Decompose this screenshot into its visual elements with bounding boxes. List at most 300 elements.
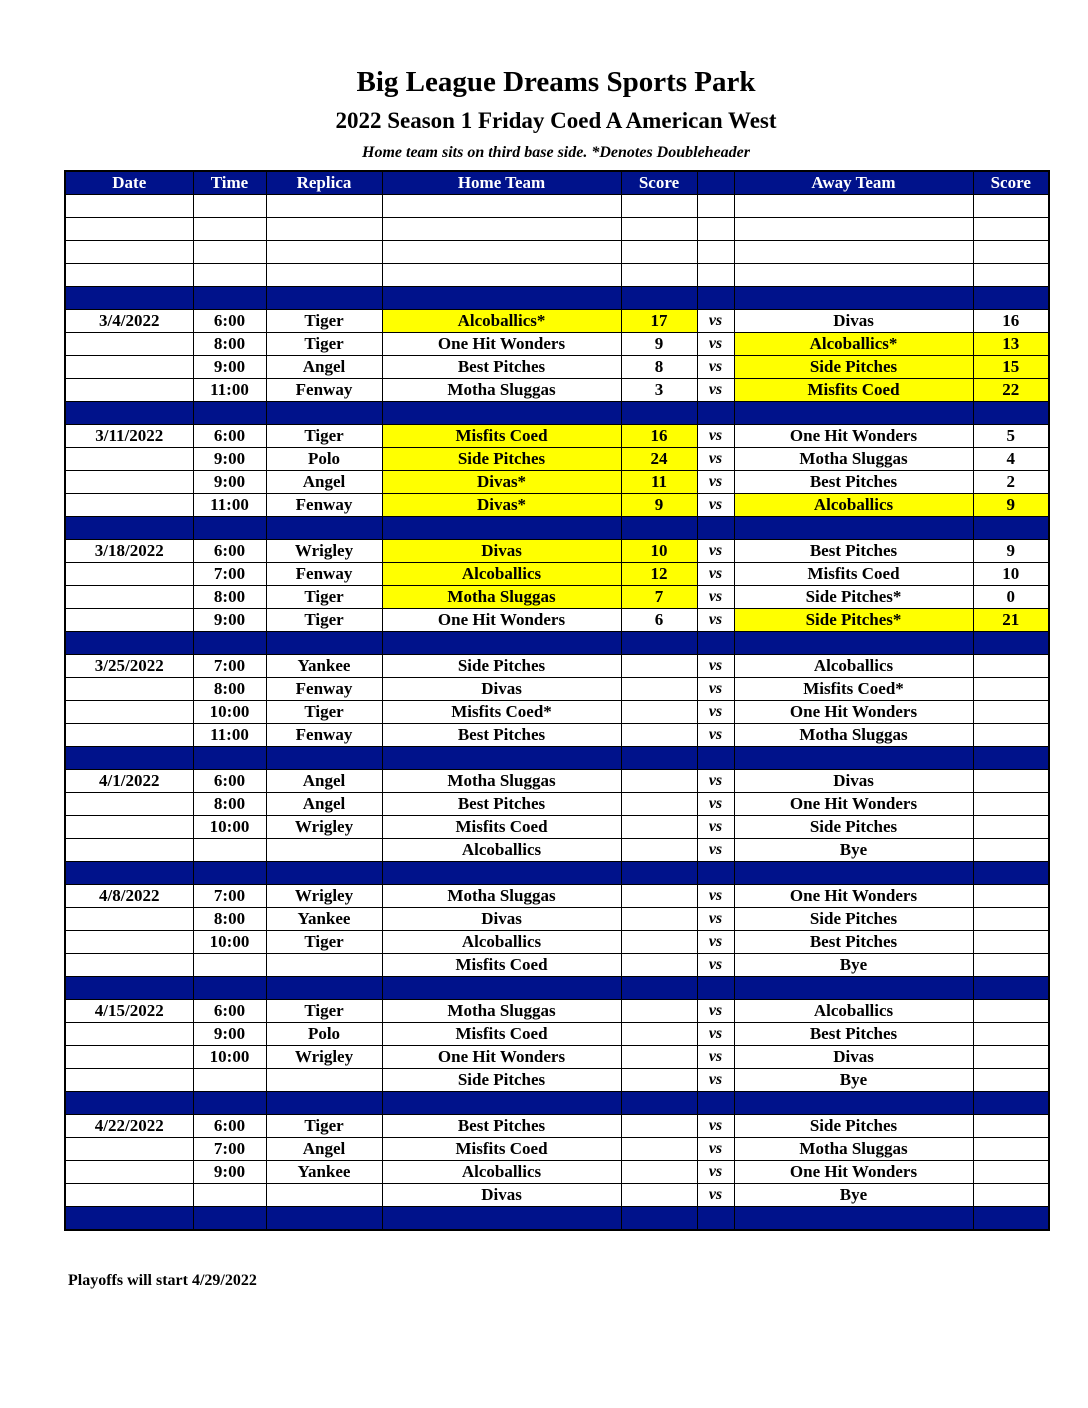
away-score-cell: 15 bbox=[973, 356, 1049, 379]
table-header-row bbox=[65, 171, 1049, 195]
separator-cell bbox=[65, 1092, 193, 1115]
header-replica: Replica bbox=[266, 171, 382, 195]
game-row bbox=[65, 1023, 1049, 1046]
away-score-cell bbox=[973, 816, 1049, 839]
date-cell bbox=[65, 333, 193, 356]
empty-cell bbox=[734, 195, 973, 218]
empty-cell bbox=[973, 195, 1049, 218]
away-team-cell: One Hit Wonders bbox=[734, 793, 973, 816]
away-score-cell: 16 bbox=[973, 310, 1049, 333]
time-cell: 8:00 bbox=[193, 333, 266, 356]
home-score-cell bbox=[621, 793, 697, 816]
away-score-cell bbox=[973, 931, 1049, 954]
away-score-cell bbox=[973, 770, 1049, 793]
away-team-cell: Side Pitches* bbox=[734, 586, 973, 609]
empty-cell bbox=[734, 241, 973, 264]
empty-row bbox=[65, 218, 1049, 241]
date-cell bbox=[65, 908, 193, 931]
vs-cell: vs bbox=[697, 816, 734, 839]
replica-cell: Angel bbox=[266, 356, 382, 379]
empty-cell bbox=[266, 195, 382, 218]
vs-cell: vs bbox=[697, 1138, 734, 1161]
replica-cell: Fenway bbox=[266, 678, 382, 701]
separator-cell bbox=[973, 287, 1049, 310]
home-team-cell: Alcoballics bbox=[382, 839, 621, 862]
home-score-cell bbox=[621, 1046, 697, 1069]
home-team-cell: Side Pitches bbox=[382, 448, 621, 471]
separator-cell bbox=[193, 977, 266, 1000]
empty-cell bbox=[382, 264, 621, 287]
separator-cell bbox=[65, 402, 193, 425]
time-cell bbox=[193, 1069, 266, 1092]
date-cell bbox=[65, 839, 193, 862]
game-row bbox=[65, 425, 1049, 448]
home-score-cell: 11 bbox=[621, 471, 697, 494]
game-row bbox=[65, 770, 1049, 793]
away-score-cell bbox=[973, 655, 1049, 678]
replica-cell: Angel bbox=[266, 770, 382, 793]
away-score-cell: 0 bbox=[973, 586, 1049, 609]
game-row bbox=[65, 448, 1049, 471]
date-cell bbox=[65, 793, 193, 816]
date-cell bbox=[65, 931, 193, 954]
separator-cell bbox=[697, 1092, 734, 1115]
home-team-cell: Divas bbox=[382, 540, 621, 563]
home-team-cell: One Hit Wonders bbox=[382, 609, 621, 632]
separator-cell bbox=[697, 747, 734, 770]
away-team-cell: Best Pitches bbox=[734, 1023, 973, 1046]
home-score-cell: 8 bbox=[621, 356, 697, 379]
replica-cell: Tiger bbox=[266, 425, 382, 448]
home-team-cell: Motha Sluggas bbox=[382, 770, 621, 793]
away-score-cell bbox=[973, 1023, 1049, 1046]
separator-cell bbox=[973, 632, 1049, 655]
away-score-cell: 22 bbox=[973, 379, 1049, 402]
time-cell: 8:00 bbox=[193, 793, 266, 816]
home-team-cell: Motha Sluggas bbox=[382, 586, 621, 609]
home-team-cell: Misfits Coed bbox=[382, 425, 621, 448]
header-away-team: Away Team bbox=[734, 171, 973, 195]
separator-cell bbox=[734, 1092, 973, 1115]
separator-cell bbox=[621, 747, 697, 770]
replica-cell: Wrigley bbox=[266, 885, 382, 908]
home-score-cell bbox=[621, 908, 697, 931]
vs-cell: vs bbox=[697, 701, 734, 724]
home-team-cell: Side Pitches bbox=[382, 1069, 621, 1092]
replica-cell: Angel bbox=[266, 1138, 382, 1161]
time-cell: 6:00 bbox=[193, 540, 266, 563]
game-row bbox=[65, 793, 1049, 816]
empty-cell bbox=[65, 264, 193, 287]
away-team-cell: Bye bbox=[734, 839, 973, 862]
empty-cell bbox=[382, 218, 621, 241]
away-team-cell: Best Pitches bbox=[734, 471, 973, 494]
game-row bbox=[65, 1000, 1049, 1023]
vs-cell: vs bbox=[697, 1046, 734, 1069]
away-team-cell: Side Pitches bbox=[734, 908, 973, 931]
date-cell bbox=[65, 609, 193, 632]
empty-cell bbox=[65, 241, 193, 264]
separator-cell bbox=[193, 402, 266, 425]
home-team-cell: Side Pitches bbox=[382, 655, 621, 678]
time-cell: 7:00 bbox=[193, 563, 266, 586]
header-away-score: Score bbox=[973, 171, 1049, 195]
separator-cell bbox=[193, 862, 266, 885]
home-score-cell: 7 bbox=[621, 586, 697, 609]
time-cell: 11:00 bbox=[193, 494, 266, 517]
separator-cell bbox=[193, 1092, 266, 1115]
separator-cell bbox=[734, 862, 973, 885]
date-cell: 4/1/2022 bbox=[65, 770, 193, 793]
date-cell: 4/8/2022 bbox=[65, 885, 193, 908]
game-row bbox=[65, 724, 1049, 747]
empty-cell bbox=[621, 264, 697, 287]
empty-cell bbox=[697, 218, 734, 241]
game-row bbox=[65, 356, 1049, 379]
date-cell: 3/4/2022 bbox=[65, 310, 193, 333]
time-cell: 11:00 bbox=[193, 724, 266, 747]
game-row bbox=[65, 701, 1049, 724]
separator-cell bbox=[621, 632, 697, 655]
replica-cell bbox=[266, 1069, 382, 1092]
time-cell: 11:00 bbox=[193, 379, 266, 402]
header-home-score: Score bbox=[621, 171, 697, 195]
home-score-cell: 10 bbox=[621, 540, 697, 563]
empty-cell bbox=[382, 195, 621, 218]
away-team-cell: Alcoballics* bbox=[734, 333, 973, 356]
date-cell bbox=[65, 1184, 193, 1207]
vs-cell: vs bbox=[697, 1023, 734, 1046]
separator-cell bbox=[621, 862, 697, 885]
home-score-cell bbox=[621, 1069, 697, 1092]
header-time: Time bbox=[193, 171, 266, 195]
separator-cell bbox=[734, 747, 973, 770]
home-team-cell: Best Pitches bbox=[382, 724, 621, 747]
date-cell bbox=[65, 1161, 193, 1184]
separator-cell bbox=[734, 1207, 973, 1231]
vs-cell: vs bbox=[697, 609, 734, 632]
separator-cell bbox=[973, 402, 1049, 425]
time-cell: 7:00 bbox=[193, 885, 266, 908]
home-team-cell: One Hit Wonders bbox=[382, 1046, 621, 1069]
away-score-cell bbox=[973, 885, 1049, 908]
game-row bbox=[65, 333, 1049, 356]
home-team-cell: Best Pitches bbox=[382, 356, 621, 379]
header-vs bbox=[697, 171, 734, 195]
away-team-cell: Divas bbox=[734, 1046, 973, 1069]
empty-cell bbox=[193, 218, 266, 241]
empty-cell bbox=[266, 264, 382, 287]
away-team-cell: One Hit Wonders bbox=[734, 425, 973, 448]
home-score-cell bbox=[621, 1000, 697, 1023]
home-score-cell bbox=[621, 1115, 697, 1138]
time-cell bbox=[193, 954, 266, 977]
time-cell: 6:00 bbox=[193, 1000, 266, 1023]
home-team-cell: Divas bbox=[382, 908, 621, 931]
game-row bbox=[65, 816, 1049, 839]
away-score-cell bbox=[973, 839, 1049, 862]
vs-cell: vs bbox=[697, 333, 734, 356]
time-cell: 10:00 bbox=[193, 701, 266, 724]
week-separator-row bbox=[65, 287, 1049, 310]
separator-cell bbox=[621, 977, 697, 1000]
home-score-cell bbox=[621, 701, 697, 724]
home-score-cell bbox=[621, 885, 697, 908]
away-score-cell: 13 bbox=[973, 333, 1049, 356]
header-date: Date bbox=[65, 171, 193, 195]
away-score-cell: 10 bbox=[973, 563, 1049, 586]
home-score-cell bbox=[621, 655, 697, 678]
date-cell: 4/15/2022 bbox=[65, 1000, 193, 1023]
vs-cell: vs bbox=[697, 448, 734, 471]
home-score-cell: 6 bbox=[621, 609, 697, 632]
home-score-cell bbox=[621, 931, 697, 954]
week-separator-row bbox=[65, 1092, 1049, 1115]
away-team-cell: Side Pitches* bbox=[734, 609, 973, 632]
game-row bbox=[65, 494, 1049, 517]
home-score-cell bbox=[621, 954, 697, 977]
game-row bbox=[65, 1046, 1049, 1069]
date-cell bbox=[65, 1069, 193, 1092]
home-team-cell: Divas* bbox=[382, 494, 621, 517]
date-cell bbox=[65, 678, 193, 701]
date-cell bbox=[65, 494, 193, 517]
game-row bbox=[65, 1069, 1049, 1092]
home-score-cell bbox=[621, 1023, 697, 1046]
separator-cell bbox=[382, 1092, 621, 1115]
game-row bbox=[65, 885, 1049, 908]
vs-cell: vs bbox=[697, 310, 734, 333]
away-score-cell bbox=[973, 678, 1049, 701]
separator-cell bbox=[697, 402, 734, 425]
game-row bbox=[65, 678, 1049, 701]
away-score-cell: 4 bbox=[973, 448, 1049, 471]
game-row bbox=[65, 931, 1049, 954]
separator-cell bbox=[266, 977, 382, 1000]
separator-cell bbox=[193, 632, 266, 655]
empty-cell bbox=[193, 241, 266, 264]
vs-cell: vs bbox=[697, 655, 734, 678]
replica-cell: Wrigley bbox=[266, 1046, 382, 1069]
away-score-cell bbox=[973, 1184, 1049, 1207]
separator-cell bbox=[266, 1207, 382, 1231]
away-team-cell: One Hit Wonders bbox=[734, 885, 973, 908]
home-score-cell: 24 bbox=[621, 448, 697, 471]
date-cell bbox=[65, 379, 193, 402]
game-row bbox=[65, 609, 1049, 632]
replica-cell: Polo bbox=[266, 448, 382, 471]
separator-cell bbox=[734, 632, 973, 655]
time-cell: 8:00 bbox=[193, 678, 266, 701]
separator-cell bbox=[266, 862, 382, 885]
game-row bbox=[65, 310, 1049, 333]
vs-cell: vs bbox=[697, 1069, 734, 1092]
empty-cell bbox=[382, 241, 621, 264]
separator-cell bbox=[734, 402, 973, 425]
vs-cell: vs bbox=[697, 678, 734, 701]
separator-cell bbox=[382, 1207, 621, 1231]
separator-cell bbox=[266, 747, 382, 770]
week-separator-row bbox=[65, 632, 1049, 655]
date-cell bbox=[65, 1138, 193, 1161]
vs-cell: vs bbox=[697, 425, 734, 448]
separator-cell bbox=[65, 632, 193, 655]
separator-cell bbox=[697, 517, 734, 540]
date-cell bbox=[65, 816, 193, 839]
home-team-cell: Divas bbox=[382, 678, 621, 701]
home-team-cell: Misfits Coed bbox=[382, 816, 621, 839]
separator-cell bbox=[697, 862, 734, 885]
separator-cell bbox=[734, 977, 973, 1000]
separator-cell bbox=[621, 402, 697, 425]
away-score-cell bbox=[973, 908, 1049, 931]
away-score-cell bbox=[973, 954, 1049, 977]
time-cell: 9:00 bbox=[193, 609, 266, 632]
empty-cell bbox=[734, 264, 973, 287]
away-team-cell: Best Pitches bbox=[734, 540, 973, 563]
time-cell: 6:00 bbox=[193, 1115, 266, 1138]
time-cell bbox=[193, 1184, 266, 1207]
empty-cell bbox=[973, 241, 1049, 264]
empty-cell bbox=[697, 195, 734, 218]
away-score-cell bbox=[973, 1000, 1049, 1023]
separator-cell bbox=[973, 1207, 1049, 1231]
home-team-cell: Motha Sluggas bbox=[382, 885, 621, 908]
date-cell bbox=[65, 701, 193, 724]
replica-cell: Tiger bbox=[266, 333, 382, 356]
away-score-cell bbox=[973, 1069, 1049, 1092]
replica-cell: Tiger bbox=[266, 310, 382, 333]
away-team-cell: Misfits Coed bbox=[734, 563, 973, 586]
home-team-cell: Divas bbox=[382, 1184, 621, 1207]
game-row bbox=[65, 1138, 1049, 1161]
home-team-cell: Alcoballics bbox=[382, 1161, 621, 1184]
date-cell bbox=[65, 356, 193, 379]
home-team-cell: Motha Sluggas bbox=[382, 1000, 621, 1023]
away-team-cell: Divas bbox=[734, 310, 973, 333]
separator-cell bbox=[193, 1207, 266, 1231]
home-score-cell: 3 bbox=[621, 379, 697, 402]
separator-cell bbox=[697, 287, 734, 310]
time-cell bbox=[193, 839, 266, 862]
vs-cell: vs bbox=[697, 356, 734, 379]
time-cell: 8:00 bbox=[193, 908, 266, 931]
away-score-cell bbox=[973, 1046, 1049, 1069]
separator-cell bbox=[193, 517, 266, 540]
empty-cell bbox=[697, 241, 734, 264]
time-cell: 9:00 bbox=[193, 356, 266, 379]
away-score-cell: 9 bbox=[973, 494, 1049, 517]
replica-cell: Tiger bbox=[266, 701, 382, 724]
replica-cell: Tiger bbox=[266, 931, 382, 954]
separator-cell bbox=[382, 402, 621, 425]
replica-cell: Fenway bbox=[266, 379, 382, 402]
away-team-cell: Side Pitches bbox=[734, 816, 973, 839]
away-team-cell: Divas bbox=[734, 770, 973, 793]
replica-cell: Fenway bbox=[266, 563, 382, 586]
empty-cell bbox=[65, 218, 193, 241]
vs-cell: vs bbox=[697, 885, 734, 908]
vs-cell: vs bbox=[697, 1184, 734, 1207]
separator-cell bbox=[382, 632, 621, 655]
away-score-cell: 2 bbox=[973, 471, 1049, 494]
game-row bbox=[65, 379, 1049, 402]
vs-cell: vs bbox=[697, 908, 734, 931]
week-separator-row bbox=[65, 862, 1049, 885]
empty-cell bbox=[621, 195, 697, 218]
away-team-cell: Motha Sluggas bbox=[734, 724, 973, 747]
away-team-cell: Bye bbox=[734, 1184, 973, 1207]
separator-cell bbox=[65, 287, 193, 310]
game-row bbox=[65, 954, 1049, 977]
separator-cell bbox=[65, 977, 193, 1000]
away-team-cell: Alcoballics bbox=[734, 655, 973, 678]
away-team-cell: Motha Sluggas bbox=[734, 1138, 973, 1161]
header-home-team: Home Team bbox=[382, 171, 621, 195]
home-team-cell: Misfits Coed bbox=[382, 954, 621, 977]
time-cell: 9:00 bbox=[193, 448, 266, 471]
game-row bbox=[65, 471, 1049, 494]
game-row bbox=[65, 1184, 1049, 1207]
home-team-cell: Best Pitches bbox=[382, 1115, 621, 1138]
empty-cell bbox=[734, 218, 973, 241]
separator-cell bbox=[973, 977, 1049, 1000]
replica-cell: Yankee bbox=[266, 908, 382, 931]
away-team-cell: Best Pitches bbox=[734, 931, 973, 954]
time-cell: 9:00 bbox=[193, 471, 266, 494]
vs-cell: vs bbox=[697, 793, 734, 816]
away-team-cell: One Hit Wonders bbox=[734, 1161, 973, 1184]
home-score-cell bbox=[621, 1138, 697, 1161]
separator-cell bbox=[621, 1207, 697, 1231]
away-score-cell bbox=[973, 1138, 1049, 1161]
time-cell: 6:00 bbox=[193, 310, 266, 333]
separator-cell bbox=[382, 517, 621, 540]
away-team-cell: Bye bbox=[734, 1069, 973, 1092]
empty-cell bbox=[697, 264, 734, 287]
separator-cell bbox=[973, 1092, 1049, 1115]
home-score-cell bbox=[621, 770, 697, 793]
away-team-cell: One Hit Wonders bbox=[734, 701, 973, 724]
separator-cell bbox=[973, 862, 1049, 885]
away-score-cell: 21 bbox=[973, 609, 1049, 632]
replica-cell: Angel bbox=[266, 471, 382, 494]
game-row bbox=[65, 586, 1049, 609]
vs-cell: vs bbox=[697, 1161, 734, 1184]
vs-cell: vs bbox=[697, 1000, 734, 1023]
game-row bbox=[65, 908, 1049, 931]
week-separator-row bbox=[65, 977, 1049, 1000]
date-cell bbox=[65, 1046, 193, 1069]
week-separator-row bbox=[65, 517, 1049, 540]
separator-cell bbox=[697, 1207, 734, 1231]
replica-cell: Wrigley bbox=[266, 540, 382, 563]
home-team-cell: Alcoballics bbox=[382, 563, 621, 586]
date-cell bbox=[65, 1023, 193, 1046]
game-row bbox=[65, 540, 1049, 563]
away-team-cell: Side Pitches bbox=[734, 1115, 973, 1138]
date-cell bbox=[65, 954, 193, 977]
away-team-cell: Alcoballics bbox=[734, 494, 973, 517]
time-cell: 9:00 bbox=[193, 1161, 266, 1184]
separator-cell bbox=[65, 862, 193, 885]
home-team-cell: One Hit Wonders bbox=[382, 333, 621, 356]
schedule-table bbox=[64, 170, 1050, 1231]
home-score-cell bbox=[621, 816, 697, 839]
page-title: Big League Dreams Sports Park bbox=[356, 66, 756, 98]
replica-cell: Fenway bbox=[266, 724, 382, 747]
vs-cell: vs bbox=[697, 954, 734, 977]
